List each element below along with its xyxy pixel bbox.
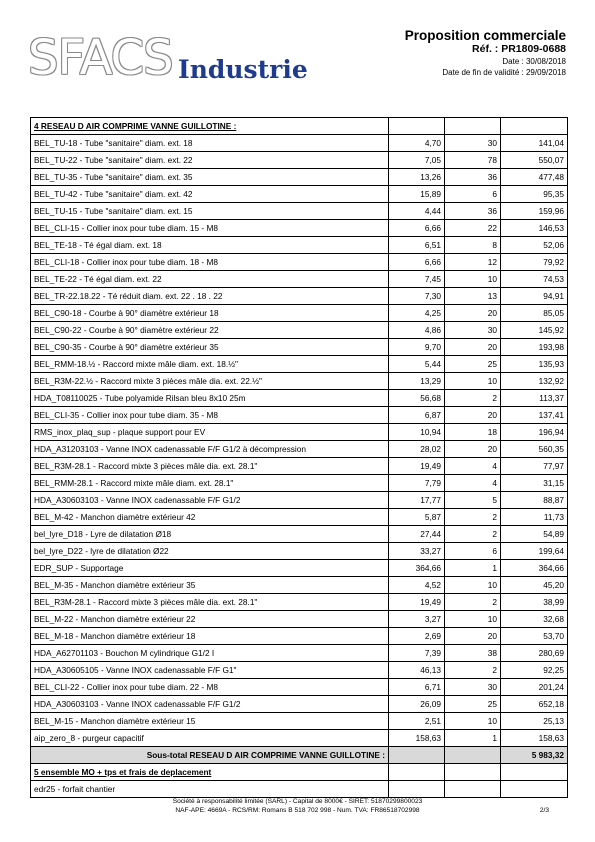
item-total: 32,68 <box>501 611 568 628</box>
item-description: BEL_TU-18 - Tube "sanitaire" diam. ext. 18 <box>31 135 389 152</box>
empty-cell <box>389 764 445 781</box>
item-quantity: 10 <box>445 577 501 594</box>
table-row <box>31 594 568 611</box>
item-quantity: 2 <box>445 594 501 611</box>
item-unit-price: 13,26 <box>389 169 445 186</box>
item-description: bel_lyre_D18 - Lyre de dilatation Ø18 <box>31 526 389 543</box>
item-unit-price: 4,52 <box>389 577 445 594</box>
page-number: 2/3 <box>539 807 549 814</box>
item-description: BEL_TE-18 - Té égal diam. ext. 18 <box>31 237 389 254</box>
table-row <box>31 509 568 526</box>
item-total: 113,37 <box>501 390 568 407</box>
item-description: bel_lyre_D22 - lyre de dilatation Ø22 <box>31 543 389 560</box>
item-quantity <box>445 781 501 798</box>
item-unit-price <box>389 781 445 798</box>
item-unit-price: 6,87 <box>389 407 445 424</box>
item-total: 560,35 <box>501 441 568 458</box>
table-row <box>31 475 568 492</box>
item-unit-price: 28,02 <box>389 441 445 458</box>
item-description: BEL_M-22 - Manchon diamètre extérieur 22 <box>31 611 389 628</box>
item-total <box>501 781 568 798</box>
subtotal-label: Sous-total RESEAU D AIR COMPRIME VANNE GUILLOTINE : <box>31 747 389 764</box>
item-description: HDA_A31203103 - Vanne INOX cadenassable F/F G1/2 à décompression <box>31 441 389 458</box>
subtotal-row <box>31 747 568 764</box>
item-unit-price: 6,71 <box>389 679 445 696</box>
item-unit-price: 26,09 <box>389 696 445 713</box>
item-description: HDA_A62701103 - Bouchon M cylindrique G1/2 I <box>31 645 389 662</box>
item-total: 92,25 <box>501 662 568 679</box>
item-unit-price: 6,66 <box>389 220 445 237</box>
document-title: Proposition commerciale <box>404 28 566 43</box>
item-quantity: 2 <box>445 509 501 526</box>
item-description: BEL_C90-22 - Courbe à 90° diamètre extérieur 22 <box>31 322 389 339</box>
item-description: BEL_RMM-28.1 - Raccord mixte mâle diam. ext. 28.1" <box>31 475 389 492</box>
table-row <box>31 169 568 186</box>
item-description: BEL_M-18 - Manchon diamètre extérieur 18 <box>31 628 389 645</box>
empty-cell <box>445 747 501 764</box>
item-description: BEL_RMM-18.½ - Raccord mixte mâle diam. ext. 18.½" <box>31 356 389 373</box>
empty-cell <box>389 747 445 764</box>
item-description: BEL_TU-35 - Tube "sanitaire" diam. ext. 35 <box>31 169 389 186</box>
item-unit-price: 6,51 <box>389 237 445 254</box>
item-unit-price: 364,66 <box>389 560 445 577</box>
item-description: BEL_TU-22 - Tube "sanitaire" diam. ext. 22 <box>31 152 389 169</box>
item-unit-price: 4,86 <box>389 322 445 339</box>
item-unit-price: 5,87 <box>389 509 445 526</box>
table-row <box>31 441 568 458</box>
section-header-row <box>31 764 568 781</box>
item-total: 280,69 <box>501 645 568 662</box>
item-unit-price: 13,29 <box>389 373 445 390</box>
item-total: 52,06 <box>501 237 568 254</box>
table-row <box>31 271 568 288</box>
item-unit-price: 7,45 <box>389 271 445 288</box>
table-row <box>31 730 568 747</box>
quote-table-body <box>31 118 568 798</box>
table-row <box>31 713 568 730</box>
item-description: BEL_TR-22.18.22 - Té réduit diam. ext. 22 . 18 . 22 <box>31 288 389 305</box>
item-total: 11,73 <box>501 509 568 526</box>
empty-cell <box>445 764 501 781</box>
item-unit-price: 7,39 <box>389 645 445 662</box>
item-quantity: 1 <box>445 730 501 747</box>
item-unit-price: 19,49 <box>389 594 445 611</box>
item-unit-price: 19,49 <box>389 458 445 475</box>
quote-table <box>30 117 568 798</box>
item-description: HDA_A30603103 - Vanne INOX cadenassable F/F G1/2 <box>31 696 389 713</box>
item-description: BEL_M-42 - Manchon diamètre extérieur 42 <box>31 509 389 526</box>
table-row <box>31 662 568 679</box>
item-total: 159,96 <box>501 203 568 220</box>
item-quantity: 30 <box>445 679 501 696</box>
item-total: 53,70 <box>501 628 568 645</box>
item-total: 88,87 <box>501 492 568 509</box>
company-logo <box>28 30 328 90</box>
item-quantity: 25 <box>445 356 501 373</box>
table-row <box>31 322 568 339</box>
item-quantity: 4 <box>445 475 501 492</box>
table-row <box>31 237 568 254</box>
item-description: BEL_CLI-18 - Collier inox pour tube diam. 18 - M8 <box>31 254 389 271</box>
item-description: HDA_A30603103 - Vanne INOX cadenassable F/F G1/2 <box>31 492 389 509</box>
item-description: BEL_M-35 - Manchon diamètre extérieur 35 <box>31 577 389 594</box>
item-quantity: 4 <box>445 458 501 475</box>
document-reference: Réf. : PR1809-0688 <box>472 43 566 55</box>
item-total: 199,64 <box>501 543 568 560</box>
table-row <box>31 645 568 662</box>
item-quantity: 8 <box>445 237 501 254</box>
item-quantity: 78 <box>445 152 501 169</box>
item-unit-price: 4,44 <box>389 203 445 220</box>
item-description: EDR_SUP - Supportage <box>31 560 389 577</box>
item-unit-price: 7,30 <box>389 288 445 305</box>
table-row <box>31 390 568 407</box>
item-total: 54,89 <box>501 526 568 543</box>
item-quantity: 20 <box>445 441 501 458</box>
item-unit-price: 3,27 <box>389 611 445 628</box>
item-total: 25,13 <box>501 713 568 730</box>
table-row <box>31 458 568 475</box>
item-unit-price: 56,68 <box>389 390 445 407</box>
item-unit-price: 33,27 <box>389 543 445 560</box>
table-row <box>31 560 568 577</box>
item-unit-price: 15,89 <box>389 186 445 203</box>
item-total: 94,91 <box>501 288 568 305</box>
item-description: BEL_TU-15 - Tube "sanitaire" diam. ext. 15 <box>31 203 389 220</box>
item-unit-price: 2,51 <box>389 713 445 730</box>
empty-cell <box>501 764 568 781</box>
item-description: BEL_TE-22 - Té égal diam. ext. 22 <box>31 271 389 288</box>
item-total: 145,92 <box>501 322 568 339</box>
item-description: BEL_CLI-35 - Collier inox pour tube diam. 35 - M8 <box>31 407 389 424</box>
item-description: BEL_R3M-28.1 - Raccord mixte 3 pièces mâle dia. ext. 28.1" <box>31 458 389 475</box>
item-quantity: 5 <box>445 492 501 509</box>
item-quantity: 20 <box>445 628 501 645</box>
item-total: 477,48 <box>501 169 568 186</box>
item-quantity: 22 <box>445 220 501 237</box>
table-row <box>31 186 568 203</box>
item-unit-price: 158,63 <box>389 730 445 747</box>
table-row <box>31 305 568 322</box>
table-row <box>31 373 568 390</box>
section-title-cell: 5 ensemble MO + tps et frais de deplacement <box>31 764 389 781</box>
table-row <box>31 611 568 628</box>
item-total: 85,05 <box>501 305 568 322</box>
table-row <box>31 628 568 645</box>
item-total: 95,35 <box>501 186 568 203</box>
section-header-row <box>31 118 568 135</box>
table-row <box>31 492 568 509</box>
item-total: 652,18 <box>501 696 568 713</box>
item-quantity: 36 <box>445 169 501 186</box>
item-description: HDA_T08110025 - Tube polyamide Rilsan bleu 8x10 25m <box>31 390 389 407</box>
empty-cell <box>445 118 501 135</box>
item-description: BEL_C90-18 - Courbe à 90° diamètre extérieur 18 <box>31 305 389 322</box>
item-quantity: 20 <box>445 407 501 424</box>
item-total: 137,41 <box>501 407 568 424</box>
table-row <box>31 339 568 356</box>
item-quantity: 25 <box>445 696 501 713</box>
item-unit-price: 27,44 <box>389 526 445 543</box>
item-unit-price: 10,94 <box>389 424 445 441</box>
item-unit-price: 46,13 <box>389 662 445 679</box>
footer-legal-line-2: NAF-APE: 4669A - RCS/RM: Romans B 518 702 998 - Num. TVA: FR86518702998 <box>175 807 420 814</box>
item-total: 31,15 <box>501 475 568 492</box>
item-quantity: 10 <box>445 713 501 730</box>
item-description: BEL_C90-35 - Courbe à 90° diamètre extérieur 35 <box>31 339 389 356</box>
item-quantity: 6 <box>445 186 501 203</box>
item-unit-price: 4,25 <box>389 305 445 322</box>
item-unit-price: 9,70 <box>389 339 445 356</box>
table-row <box>31 135 568 152</box>
item-quantity: 30 <box>445 322 501 339</box>
item-unit-price: 17,77 <box>389 492 445 509</box>
item-total: 193,98 <box>501 339 568 356</box>
item-quantity: 6 <box>445 543 501 560</box>
item-description: edr25 - forfait chantier <box>31 781 389 798</box>
item-quantity: 30 <box>445 135 501 152</box>
table-row <box>31 679 568 696</box>
logo-industrie-text: Industrie <box>178 55 308 84</box>
subtotal-value: 5 983,32 <box>501 747 568 764</box>
item-quantity: 10 <box>445 373 501 390</box>
table-row <box>31 424 568 441</box>
document-header <box>405 28 566 78</box>
item-quantity: 2 <box>445 390 501 407</box>
table-row <box>31 288 568 305</box>
item-total: 38,99 <box>501 594 568 611</box>
page-footer <box>0 797 595 815</box>
table-row <box>31 254 568 271</box>
item-unit-price: 5,44 <box>389 356 445 373</box>
empty-cell <box>389 118 445 135</box>
item-total: 158,63 <box>501 730 568 747</box>
table-row <box>31 543 568 560</box>
item-description: HDA_A30605105 - Vanne INOX cadenassable F/F G1" <box>31 662 389 679</box>
section-title-cell: 4 RESEAU D AIR COMPRIME VANNE GUILLOTINE : <box>31 118 389 135</box>
footer-legal-line-1: Société à responsabilité limitée (SARL) - Capital de 8000€ - SIRET: 51870299800023 <box>172 798 423 805</box>
table-row <box>31 220 568 237</box>
item-total: 141,04 <box>501 135 568 152</box>
item-quantity: 20 <box>445 339 501 356</box>
table-row <box>31 203 568 220</box>
table-row <box>31 696 568 713</box>
logo-sfacs-text: SFACS <box>28 30 173 86</box>
item-total: 196,94 <box>501 424 568 441</box>
item-quantity: 20 <box>445 305 501 322</box>
item-quantity: 1 <box>445 560 501 577</box>
table-row <box>31 781 568 798</box>
item-total: 364,66 <box>501 560 568 577</box>
item-total: 79,92 <box>501 254 568 271</box>
item-description: BEL_CLI-22 - Collier inox pour tube diam. 22 - M8 <box>31 679 389 696</box>
item-quantity: 2 <box>445 662 501 679</box>
item-total: 132,92 <box>501 373 568 390</box>
item-unit-price: 7,79 <box>389 475 445 492</box>
item-total: 45,20 <box>501 577 568 594</box>
item-total: 77,97 <box>501 458 568 475</box>
table-row <box>31 407 568 424</box>
item-quantity: 18 <box>445 424 501 441</box>
document-date: Date : 30/08/2018 <box>502 57 566 66</box>
item-quantity: 10 <box>445 271 501 288</box>
item-description: BEL_R3M-28.1 - Raccord mixte 3 pièces mâle dia. ext. 28.1" <box>31 594 389 611</box>
item-quantity: 12 <box>445 254 501 271</box>
item-quantity: 36 <box>445 203 501 220</box>
item-unit-price: 7,05 <box>389 152 445 169</box>
empty-cell <box>501 118 568 135</box>
validity-date: Date de fin de validité : 29/09/2018 <box>442 68 566 77</box>
item-description: BEL_CLI-15 - Collier inox pour tube diam. 15 - M8 <box>31 220 389 237</box>
item-total: 550,07 <box>501 152 568 169</box>
item-quantity: 10 <box>445 611 501 628</box>
item-unit-price: 2,69 <box>389 628 445 645</box>
item-quantity: 13 <box>445 288 501 305</box>
item-total: 74,53 <box>501 271 568 288</box>
item-description: RMS_inox_plaq_sup - plaque support pour EV <box>31 424 389 441</box>
item-total: 201,24 <box>501 679 568 696</box>
table-row <box>31 526 568 543</box>
table-row <box>31 356 568 373</box>
table-row <box>31 152 568 169</box>
item-quantity: 38 <box>445 645 501 662</box>
item-description: BEL_M-15 - Manchon diamètre extérieur 15 <box>31 713 389 730</box>
item-description: aip_zero_8 - purgeur capacitif <box>31 730 389 747</box>
item-total: 135,93 <box>501 356 568 373</box>
item-unit-price: 6,66 <box>389 254 445 271</box>
item-quantity: 2 <box>445 526 501 543</box>
item-total: 146,53 <box>501 220 568 237</box>
item-unit-price: 4,70 <box>389 135 445 152</box>
table-row <box>31 577 568 594</box>
item-description: BEL_R3M-22.½ - Raccord mixte 3 pièces mâle dia. ext. 22.½" <box>31 373 389 390</box>
item-description: BEL_TU-42 - Tube "sanitaire" diam. ext. 42 <box>31 186 389 203</box>
